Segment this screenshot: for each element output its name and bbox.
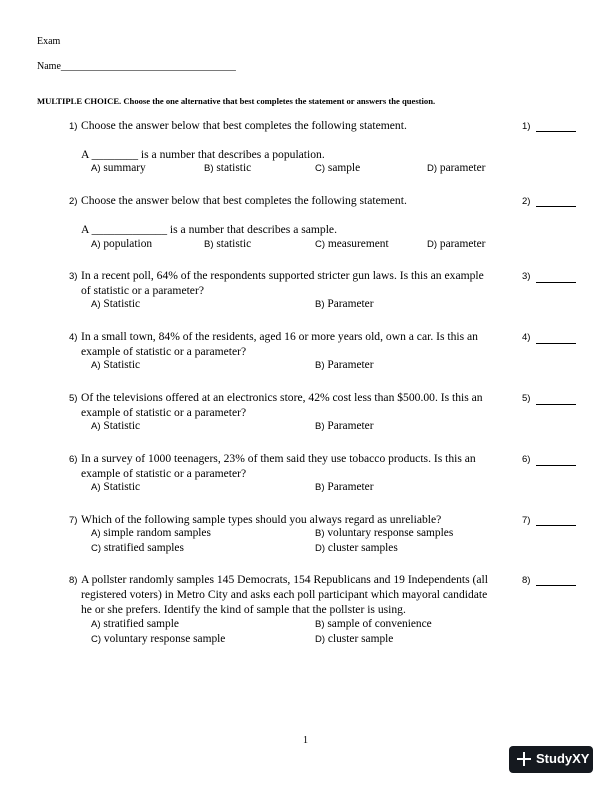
option-a: A) summary (91, 162, 146, 174)
option-c: C) sample (315, 162, 361, 174)
question-text: In a recent poll, 64% of the respondents supported stricter gun laws. Is this an example (81, 269, 484, 282)
option-d: D) parameter (427, 238, 486, 250)
question-text: A pollster randomly samples 145 Democrats, 154 Republicans and 19 Independents (all (81, 573, 488, 586)
name-label: Name (37, 61, 61, 72)
answer-label: 1) (522, 121, 531, 132)
page-number: 1 (303, 735, 308, 746)
instructions: MULTIPLE CHOICE. Choose the one alternative that best completes the statement or answers the question. (37, 96, 436, 106)
option-d: D) cluster samples (315, 542, 398, 554)
answer-label: 5) (522, 393, 531, 404)
option-b: B) voluntary response samples (315, 527, 454, 539)
option-a: A) stratified sample (91, 618, 179, 630)
question-number: 8) (69, 575, 78, 586)
answer-label: 8) (522, 575, 531, 586)
answer-blank[interactable] (536, 131, 576, 132)
option-b: B) statistic (204, 162, 252, 174)
option-b: B) Parameter (315, 298, 374, 310)
option-a: A) Statistic (91, 420, 141, 432)
question-text: In a survey of 1000 teenagers, 23% of them said they use tobacco products. Is this an (81, 452, 476, 465)
question-number: 2) (69, 196, 78, 207)
question-text: Which of the following sample types should you always regard as unreliable? (81, 513, 442, 526)
question-text: Choose the answer below that best completes the following statement. (81, 119, 407, 132)
answer-blank[interactable] (536, 465, 576, 466)
question-subtext: A ________ is a number that describes a population. (81, 148, 325, 161)
option-b: B) sample of convenience (315, 618, 432, 630)
question-subtext: A _____________ is a number that describes a sample. (81, 223, 337, 236)
option-c: C) stratified samples (91, 542, 184, 554)
answer-blank[interactable] (536, 585, 576, 586)
question-number: 7) (69, 515, 78, 526)
option-d: D) parameter (427, 162, 486, 174)
question-text-line-2: registered voters) in Metro City and asks each poll participant which mayoral candidate (81, 588, 488, 601)
name-field (37, 61, 236, 72)
option-a: A) simple random samples (91, 527, 211, 539)
question-number: 6) (69, 454, 78, 465)
answer-label: 7) (522, 515, 531, 526)
option-a: A) Statistic (91, 359, 141, 371)
answer-label: 6) (522, 454, 531, 465)
question-text: Choose the answer below that best completes the following statement. (81, 194, 407, 207)
question-number: 4) (69, 332, 78, 343)
question-text-line-2: example of statistic or a parameter? (81, 406, 247, 419)
answer-blank[interactable] (536, 282, 576, 283)
studyxy-logo[interactable] (509, 746, 593, 773)
option-a: A) Statistic (91, 298, 141, 310)
question-text: Of the televisions offered at an electronics store, 42% cost less than $500.00. Is this an (81, 391, 483, 404)
answer-label: 2) (522, 196, 531, 207)
answer-blank[interactable] (536, 404, 576, 405)
option-a: A) population (91, 238, 153, 250)
question-number: 5) (69, 393, 78, 404)
answer-blank[interactable] (536, 525, 576, 526)
option-c: C) voluntary response sample (91, 633, 226, 645)
plus-icon (516, 751, 532, 767)
answer-label: 4) (522, 332, 531, 343)
option-d: D) cluster sample (315, 633, 394, 645)
question-number: 1) (69, 121, 78, 132)
question-text: In a small town, 84% of the residents, aged 16 or more years old, own a car. Is this an (81, 330, 478, 343)
option-b: B) Parameter (315, 481, 374, 493)
option-a: A) Statistic (91, 481, 141, 493)
logo-text: StudyXY (536, 751, 590, 766)
option-b: B) Parameter (315, 359, 374, 371)
exam-label: Exam (37, 36, 61, 47)
answer-blank[interactable] (536, 206, 576, 207)
question-text-line-2: of statistic or a parameter? (81, 284, 204, 297)
option-b: B) Parameter (315, 420, 374, 432)
question-text-line-2: example of statistic or a parameter? (81, 467, 247, 480)
option-b: B) statistic (204, 238, 252, 250)
question-text-line-2: example of statistic or a parameter? (81, 345, 247, 358)
question-number: 3) (69, 271, 78, 282)
question-text-line-3: he or she prefers. Identify the kind of sample that the pollster is using. (81, 603, 406, 616)
answer-label: 3) (522, 271, 531, 282)
name-line: ___________________________________ (60, 61, 236, 72)
option-c: C) measurement (315, 238, 389, 250)
answer-blank[interactable] (536, 343, 576, 344)
